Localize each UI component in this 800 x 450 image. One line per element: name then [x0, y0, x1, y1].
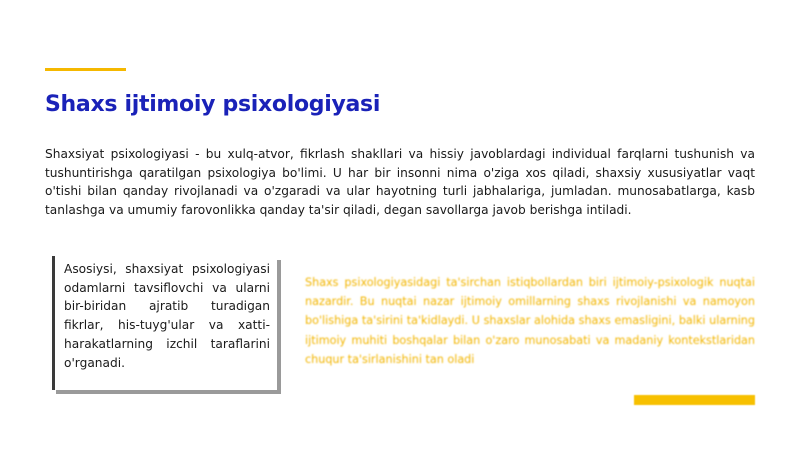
slide-title: Shaxs ijtimoiy psixologiyasi — [45, 92, 381, 117]
quote-text: Asosiysi, shaxsiyat psixologiyasi odamlarni tavsiflovchi va ularni bir-biridan ajratib turadigan fikrlar, his-tuyg'ular va xatti-harakatlarning izchil taraflarini o'rganadi. — [64, 262, 270, 370]
intro-paragraph: Shaxsiyat psixologiyasi - bu xulq-atvor, fikrlash shakllari va hissiy javoblardagi individual farqlarni tushunish va tushuntirishga qaratilgan psixologiya bo'limi. U har bir insonni nima o'ziga xos qiladi, shaxsiy xususiyatlar vaqt o'tishi bilan qanday rivojlanadi va o'zgaradi va ular hayotning turli jabhalariga, jumladan. munosabatlarga, kasb tanlashga va umumiy farovonlikka qanday ta'sir qiladi, degan savollarga javob berishga intiladi. — [45, 147, 755, 217]
side-paragraph: Shaxs psixologiyasidagi ta'sirchan istiqbollardan biri ijtimoiy-psixologik nuqtai nazardir. Bu nuqtai nazar ijtimoiy omillarning shaxs rivojlanishi va namoyon bo'lishiga ta'sirini ta'kidlaydi. U shaxslar alohida shaxs emasligini, balki ularning ijtimoiy muhiti boshqalar bilan o'zaro munosabati va madaniy kontekstlaridan chuqur ta'sirlanishini tan oladi — [305, 276, 755, 366]
top-accent-bar — [45, 68, 126, 71]
bottom-accent-bar — [634, 395, 755, 405]
quote-box — [52, 256, 277, 390]
